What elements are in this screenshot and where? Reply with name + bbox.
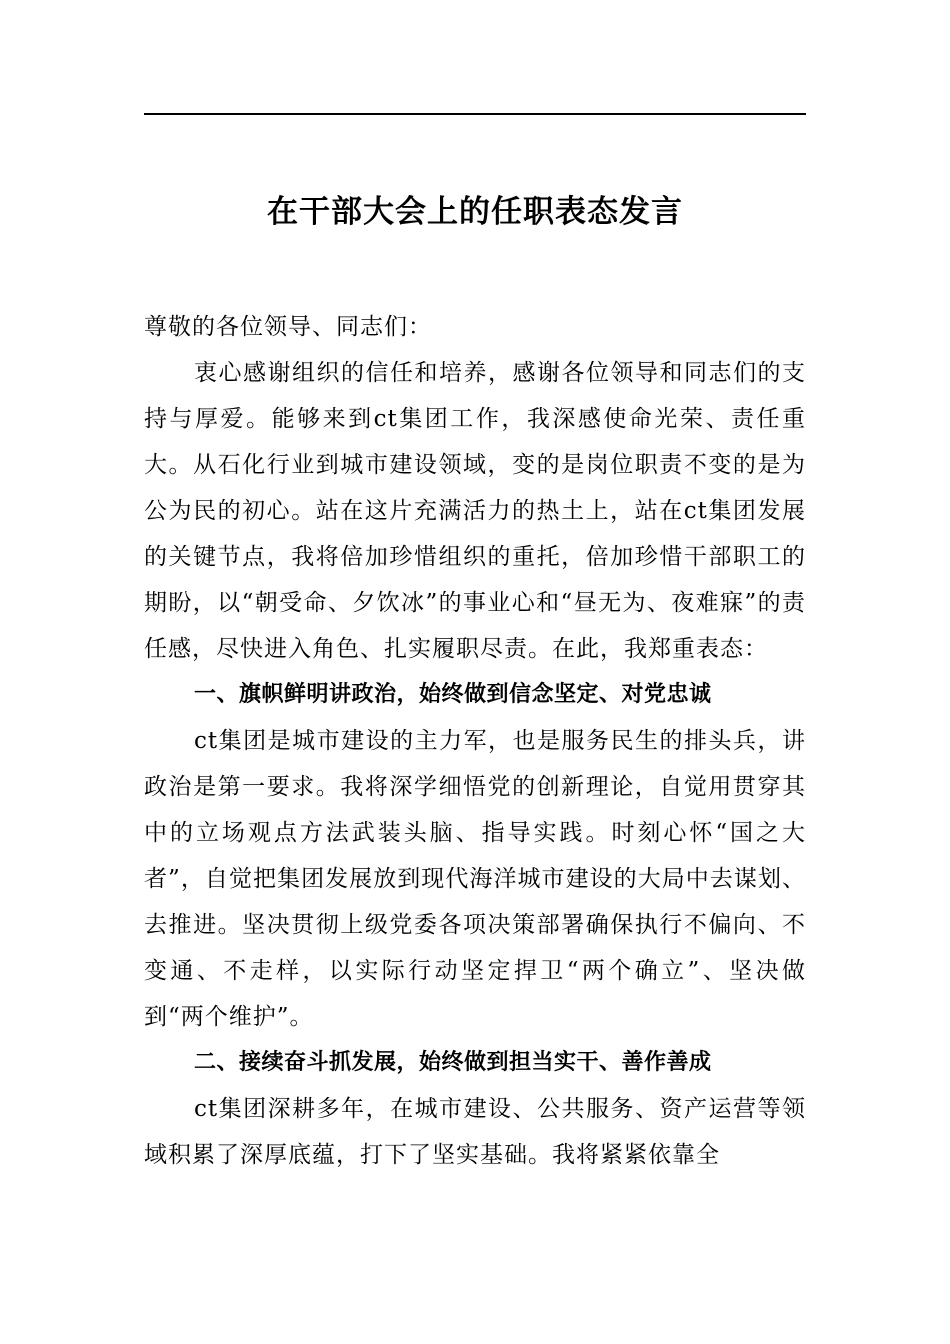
salutation: 尊敬的各位领导、同志们： xyxy=(144,314,432,340)
section-1-paragraph: ct集团是城市建设的主力军，也是服务民生的排头兵，讲政治是第一要求。我将深学细悟党的创新理论，自觉用贯穿其中的立场观点方法武装头脑、指导实践。时刻心怀“国之大者”，自觉把集团发展放到现代海洋城市建设的大局中去谋划、去推进。坚决贯彻上级党委各项决策部署确保执行不偏向、不变通、不走样，以实际行动坚定捍卫“两个确立”、坚决做到“两个维护”。 xyxy=(144,728,806,1030)
section-1-heading: 一、旗帜鲜明讲政治，始终做到信念坚定、对党忠诚 xyxy=(194,682,712,707)
page-title: 在干部大会上的任职表态发言 xyxy=(267,194,683,230)
document-body xyxy=(144,304,806,1178)
section-2-heading: 二、接续奋斗抓发展，始终做到担当实干、善作善成 xyxy=(194,1050,712,1075)
header-rule xyxy=(144,113,806,115)
intro-paragraph: 衷心感谢组织的信任和培养，感谢各位领导和同志们的支持与厚爱。能够来到ct集团工作，我深感使命光荣、责任重大。从石化行业到城市建设领域，变的是岗位职责不变的是为公为民的初心。站在这片充满活力的热土上，站在ct集团发展的关键节点，我将倍加珍惜组织的重托，倍加珍惜干部职工的期盼，以“朝受命、夕饮冰”的事业心和“昼无为、夜难寐”的责任感，尽快进入角色、扎实履职尽责。在此，我郑重表态： xyxy=(144,360,806,662)
section-2-paragraph: ct集团深耕多年，在城市建设、公共服务、资产运营等领域积累了深厚底蕴，打下了坚实基础。我将紧紧依靠全 xyxy=(144,1096,806,1168)
